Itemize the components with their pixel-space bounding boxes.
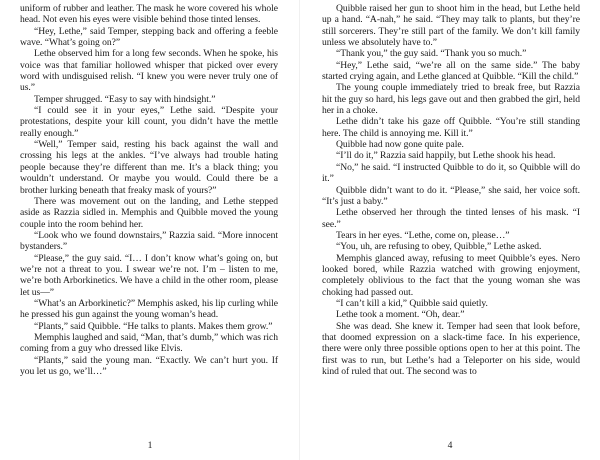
paragraph: “I’ll do it,” Razzia said happily, but Lethe shook his head. xyxy=(336,150,556,162)
paragraph: uniform of rubber and leather. The mask he wore covered his whole head. Not even his eyes were visible behind those tinted lenses. xyxy=(20,3,278,26)
page-number: 4 xyxy=(447,440,453,451)
paragraph: “No,” he said. “I instructed Quibble to do it, so Quibble will do it.” xyxy=(322,161,580,185)
paragraph: “Well,” Temper said, resting his back against the wall and crossing his legs at the ankles. “I’ve always had trouble hating people because they’re different than me. It’s a black thing; you wouldn’t understand. Or maybe you would. Could there be a brother lurking beneath that freaky mask of yours?” xyxy=(20,139,278,196)
paragraph: There was movement out on the landing, and Lethe stepped aside as Razzia sidled in. Memphis and Quibble moved the young couple into the room behind her. xyxy=(20,195,278,230)
left-page-text xyxy=(20,3,278,377)
paragraph: Lethe observed her through the tinted lenses of his mask. “I see.” xyxy=(322,207,580,230)
paragraph: “Hey,” Lethe said, “we’re all on the same side.” The baby started crying again, and Lethe glanced at Quibble. “Kill the child.” xyxy=(322,59,580,83)
paragraph: Temper shrugged. “Easy to say with hindsight.” xyxy=(34,93,216,105)
paragraph: “Thank you,” the guy said. “Thank you so much.” xyxy=(336,48,527,60)
paragraph: “I could see it in your eyes,” Lethe said. “Despite your protestations, despite your kill count, you didn’t have the mettle really enough.” xyxy=(20,105,278,139)
paragraph: “Plants,” said Quibble. “He talks to plants. Makes them grow.” xyxy=(34,320,273,332)
paragraph: Quibble didn’t want to do it. “Please,” she said, her voice soft. “It’s just a baby.” xyxy=(322,184,580,207)
paragraph: Lethe observed him for a long few seconds. When he spoke, his voice was that familiar hollowed whisper that picked over every word with undisguised relish. “I knew you were never truly one of us.” xyxy=(20,48,278,94)
paragraph: The young couple immediately tried to break free, but Razzia hit the guy so hard, his legs gave out and then grabbed the girl, held her in a choke. xyxy=(322,82,580,117)
paragraph: Lethe didn’t take his gaze off Quibble. “You’re still standing here. The child is annoying me. Kill it.” xyxy=(322,116,580,139)
paragraph: Memphis glanced away, refusing to meet Quibble’s eyes. Nero looked bored, while Razzia watched with growing enjoyment, completely oblivious to the fact that the young woman she was choking had passed out. xyxy=(322,252,580,298)
paragraph: She was dead. She knew it. Temper had seen that look before, that doomed expression on a slack-time face. In his experience, there were only three possible options open to her at this point. The first was to run, but Lethe’s had a Teleporter on his side, would kind of ruled that out. The second was to xyxy=(322,320,580,377)
paragraph: “Look who we found downstairs,” Razzia said. “More innocent bystanders.” xyxy=(20,229,278,253)
paragraph: Memphis laughed and said, “Man, that’s dumb,” which was rich coming from a guy who dressed like Elvis. xyxy=(20,331,278,355)
paragraph: Quibble had now gone quite pale. xyxy=(336,139,464,151)
paragraph: “Plants,” said the young man. “Exactly. We can’t hurt you. If you let us go, we’ll…” xyxy=(20,354,278,377)
paragraph: “Please,” the guy said. “I… I don’t know what’s going on, but we’re not a threat to you. I swear we’re not. I’m – listen to me, we’re both Arborkinetics. We have a child in the other room, please let us—” xyxy=(20,252,278,298)
paragraph: Quibble raised her gun to shoot him in the head, but Lethe held up a hand. “A-nah,” he said. “They may talk to plants, but they’re still sorcerers. They’re still part of the family. We don’t kill family unless we absolutely have to.” xyxy=(322,3,580,49)
paragraph: Tears in her eyes. “Lethe, come on, please…” xyxy=(336,229,510,241)
page-number: 1 xyxy=(147,440,153,451)
right-page xyxy=(300,0,600,460)
paragraph: Lethe took a moment. “Oh, dear.” xyxy=(336,309,465,321)
paragraph: “What’s an Arborkinetic?” Memphis asked, his lip curling while he pressed his gun against the young woman’s head. xyxy=(20,297,278,321)
paragraph: “Hey, Lethe,” said Temper, stepping back and offering a feeble wave. “What’s going on?” xyxy=(20,25,278,49)
paragraph: “I can’t kill a kid,” Quibble said quietly. xyxy=(336,297,488,309)
paragraph: “You, uh, are refusing to obey, Quibble,” Lethe asked. xyxy=(336,241,542,253)
right-page-text xyxy=(322,3,580,377)
